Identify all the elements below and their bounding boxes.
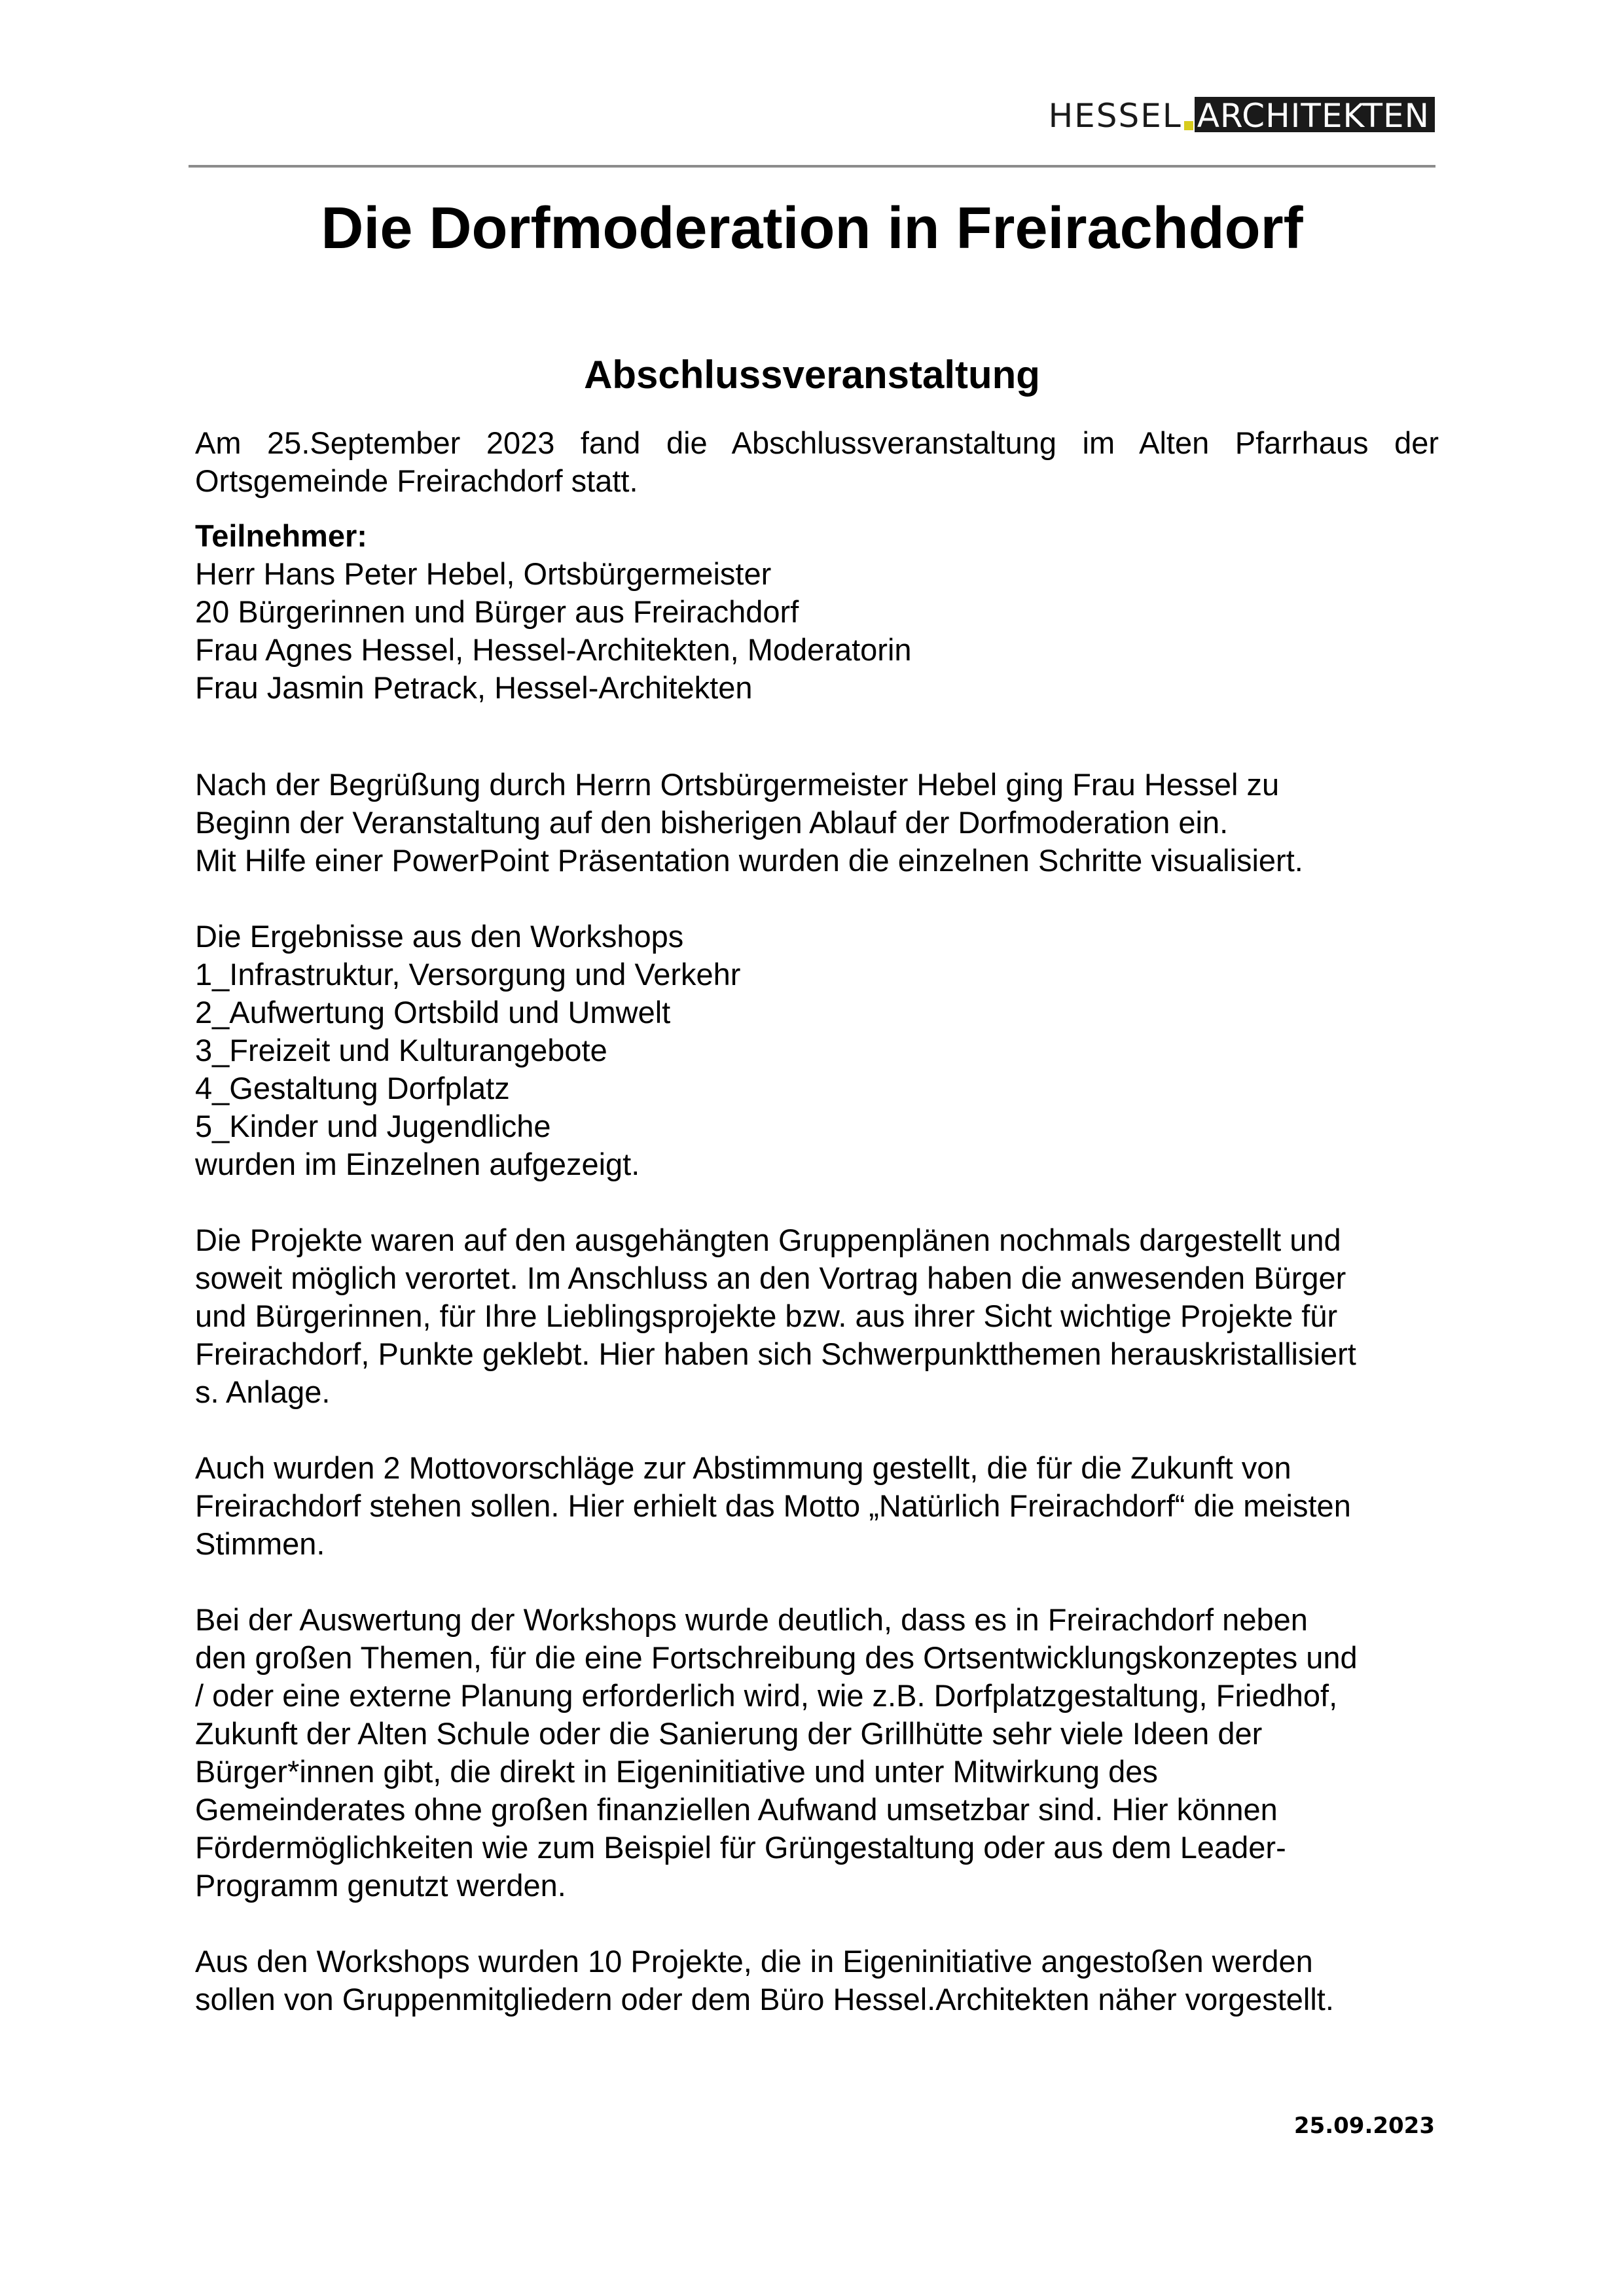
participant-item: Frau Agnes Hessel, Hessel-Architekten, Moderatorin	[195, 632, 912, 667]
company-logo	[1048, 97, 1435, 135]
text-line: Programm genutzt werden.	[195, 1868, 566, 1903]
text-line: Mit Hilfe einer PowerPoint Präsentation wurden die einzelnen Schritte visualisiert.	[195, 843, 1303, 878]
text-line: Bürger*innen gibt, die direkt in Eigeninitiative und unter Mitwirkung des	[195, 1754, 1158, 1789]
text-line: Zukunft der Alten Schule oder die Sanierung der Grillhütte sehr viele Ideen der	[195, 1716, 1263, 1751]
participants-heading: Teilnehmer:	[195, 518, 367, 553]
text-line: den großen Themen, für die eine Fortschreibung des Ortsentwicklungskonzeptes und	[195, 1640, 1358, 1675]
workshop-item: 4_Gestaltung Dorfplatz	[195, 1071, 510, 1105]
participant-item: 20 Bürgerinnen und Bürger aus Freirachdorf	[195, 594, 799, 629]
text-line: Die Projekte waren auf den ausgehängten Gruppenplänen nochmals dargestellt und	[195, 1223, 1341, 1257]
document-title: Die Dorfmoderation in Freirachdorf	[321, 196, 1303, 261]
header-divider	[189, 165, 1435, 168]
projects-paragraph	[195, 1221, 1439, 1411]
workshop-item: 1_Infrastruktur, Versorgung und Verkehr	[195, 957, 741, 992]
participant-item: Herr Hans Peter Hebel, Ortsbürgermeister	[195, 556, 772, 591]
text-line: Freirachdorf stehen sollen. Hier erhielt das Motto „Natürlich Freirachdorf“ die meisten	[195, 1488, 1351, 1523]
final-paragraph	[195, 1943, 1439, 2018]
workshops-section	[195, 918, 1439, 1183]
text-line: soweit möglich verortet. Im Anschluss an den Vortrag haben die anwesenden Bürger	[195, 1261, 1346, 1295]
welcome-paragraph	[195, 766, 1439, 880]
motto-paragraph	[195, 1449, 1439, 1563]
document-subtitle: Abschlussveranstaltung	[584, 353, 1040, 397]
text-line: s. Anlage.	[195, 1374, 331, 1409]
participant-item: Frau Jasmin Petrack, Hessel-Architekten	[195, 670, 753, 705]
workshop-item: 3_Freizeit und Kulturangebote	[195, 1033, 607, 1067]
text-line: und Bürgerinnen, für Ihre Lieblingsprojekte bzw. aus ihrer Sicht wichtige Projekte für	[195, 1299, 1338, 1333]
text-line: Bei der Auswertung der Workshops wurde deutlich, dass es in Freirachdorf neben	[195, 1602, 1308, 1637]
text-line: Nach der Begrüßung durch Herrn Ortsbürgermeister Hebel ging Frau Hessel zu	[195, 767, 1280, 802]
participants-section	[195, 517, 1439, 707]
text-line: Beginn der Veranstaltung auf den bisherigen Ablauf der Dorfmoderation ein.	[195, 805, 1229, 840]
logo-accent-dot	[1184, 121, 1193, 130]
text-line: sollen von Gruppenmitgliedern oder dem Büro Hessel.Architekten näher vorgestellt.	[195, 1982, 1334, 2017]
workshop-item: 2_Aufwertung Ortsbild und Umwelt	[195, 995, 671, 1030]
workshops-intro: Die Ergebnisse aus den Workshops	[195, 919, 684, 954]
intro-paragraph: Am 25.September 2023 fand die Abschlussveranstaltung im Alten Pfarrhaus der Ortsgemeinde Freirachdorf statt.	[195, 425, 1439, 498]
footer-date: 25.09.2023	[1293, 2113, 1435, 2139]
text-line: Gemeinderates ohne großen finanziellen Aufwand umsetzbar sind. Hier können	[195, 1792, 1278, 1827]
text-line: Fördermöglichkeiten wie zum Beispiel für Grüngestaltung oder aus dem Leader-	[195, 1830, 1286, 1865]
text-line: / oder eine externe Planung erforderlich wird, wie z.B. Dorfplatzgestaltung, Friedhof,	[195, 1678, 1338, 1713]
text-line: Auch wurden 2 Mottovorschläge zur Abstimmung gestellt, die für die Zukunft von	[195, 1450, 1291, 1485]
text-line: Freirachdorf, Punkte geklebt. Hier haben sich Schwerpunktthemen herauskristallisiert	[195, 1336, 1356, 1371]
text-line: Stimmen.	[195, 1526, 325, 1561]
workshop-item: 5_Kinder und Jugendliche	[195, 1109, 551, 1143]
evaluation-paragraph	[195, 1601, 1439, 1905]
logo-text-hessel: HESSEL	[1048, 97, 1182, 135]
workshops-outro: wurden im Einzelnen aufgezeigt.	[195, 1147, 640, 1181]
text-line: Aus den Workshops wurden 10 Projekte, die in Eigeninitiative angestoßen werden	[195, 1944, 1313, 1979]
document-body	[195, 424, 1439, 2018]
logo-text-architekten: ARCHITEKTEN	[1195, 97, 1435, 132]
